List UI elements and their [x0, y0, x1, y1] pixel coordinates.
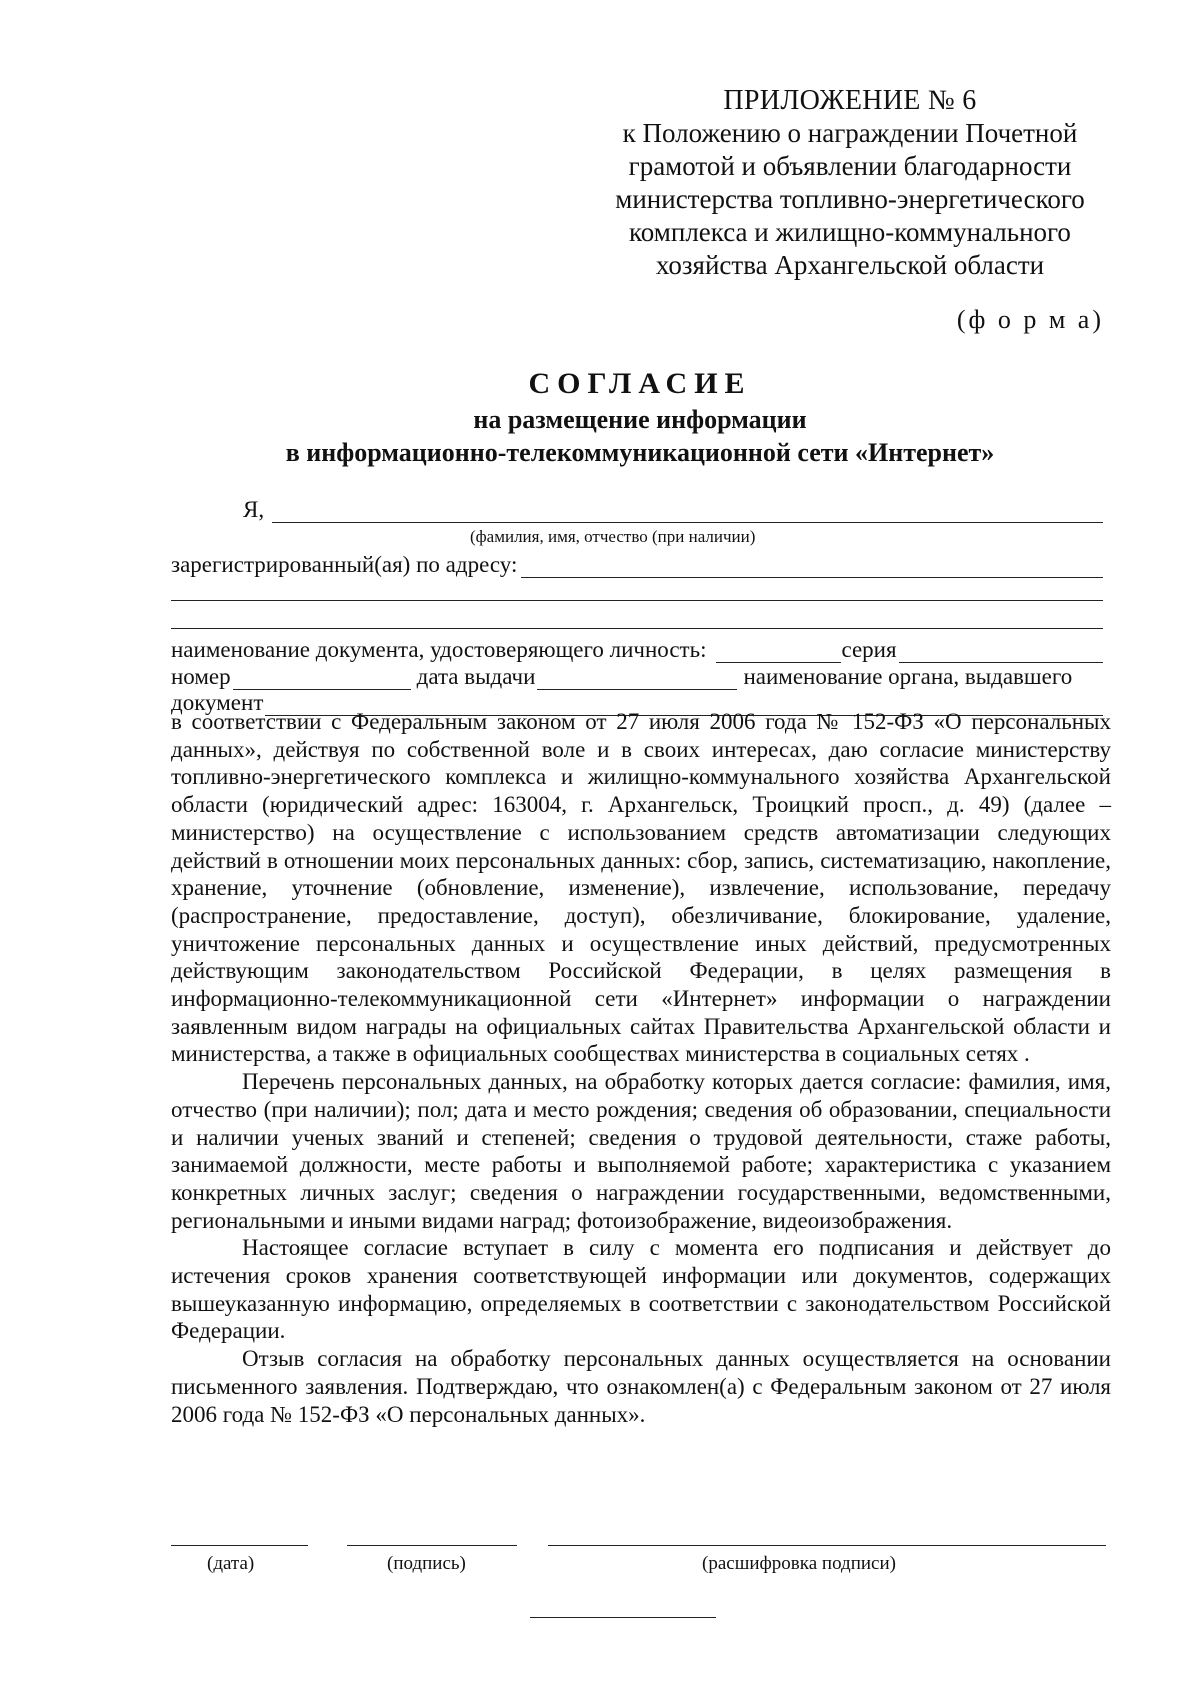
doc-name-field[interactable]: [716, 640, 841, 663]
consent-paragraph-2: Перечень персональных данных, на обработку которых дается согласие: фамилия, имя, отчество (при наличии); пол; дата и место рождения; сведения об образовании, специальности и наличии ученых званий и степеней; сведения о трудовой деятельности, стаже работы, занимаемой должности, месте работы и выполняемой работе; характеристика с указанием конкретных личных заслуг; сведения о награждении государственными, ведомственными, региональными и иными видами наград; фотоизображение, видеоизображения.: [171, 1069, 1111, 1233]
address-field-line-2[interactable]: [171, 600, 1103, 601]
document-title: [170, 365, 1110, 469]
consent-paragraph-4: Отзыв согласия на обработку персональных данных осуществляется на основании письменного заявления. Подтверждаю, что ознакомлен(а) с Федеральным законом от 27 июля 2006 года № 152-ФЗ «О персональных данных».: [171, 1346, 1111, 1427]
closing-divider: [530, 1617, 716, 1618]
appendix-block: [600, 84, 1100, 282]
address-label: зарегистрированный(ая) по адресу:: [171, 552, 518, 577]
issue-date-label: дата выдачи: [416, 664, 536, 689]
appendix-line: хозяйства Архангельской области: [655, 250, 1045, 280]
doc-name-row: [171, 637, 1103, 663]
form-note: (ф о р м а): [956, 305, 1104, 334]
address-field-line-3[interactable]: [171, 628, 1103, 629]
number-field[interactable]: [233, 667, 411, 690]
document-label: документ: [171, 690, 264, 715]
number-label: номер: [171, 664, 231, 689]
appendix-line: к Положению о награждении Почетной: [622, 118, 1078, 148]
signature-label: (подпись): [387, 1553, 466, 1574]
address-row: [171, 552, 1103, 578]
fio-hint: (фамилия, имя, отчество (при наличии): [470, 527, 756, 546]
appendix-header: ПРИЛОЖЕНИЕ № 6: [723, 85, 977, 116]
address-field[interactable]: [521, 555, 1103, 578]
consent-body: [171, 708, 1111, 1428]
consent-paragraph-3: Настоящее согласие вступает в силу с момента его подписания и действует до истечения сроков хранения соответствующей информации или документов, содержащих вышеуказанную информацию, определяемых в соответствии с законодательством Российской Федерации.: [171, 1235, 1111, 1344]
fio-row: [243, 497, 1103, 523]
signature-field[interactable]: [347, 1545, 517, 1546]
consent-paragraph-1: в соответствии с Федеральным законом от 27 июля 2006 года № 152-ФЗ «О персональных данных», действуя по собственной воле и в своих интересах, даю согласие министерству топливно-энергетического комплекса и жилищно-коммунального хозяйства Архангельской области (юридический адрес: 163004, г. Архангельск, Троицкий просп., д. 49) (далее – министерство) на осуществление с использованием средств автоматизации следующих действий в отношении моих персональных данных: сбор, запись, систематизацию, накопление, хранение, уточнение (обновление, изменение), извлечение, использование, передачу (распространение, предоставление, доступ), обезличивание, блокирование, удаление, уничтожение персональных данных и осуществление иных действий, предусмотренных действующим законодательством Российской Федерации, в целях размещения в информационно-телекоммуникационной сети «Интернет» информации о награждении заявленным видом награды на официальных сайтах Правительства Архангельской области и министерства, а также в официальных сообществах министерства в социальных сетях .: [171, 709, 1111, 1067]
appendix-line: министерства топливно-энергетического: [615, 184, 1085, 214]
fio-field[interactable]: [272, 500, 1103, 523]
appendix-line: грамотой и объявлении благодарности: [628, 151, 1072, 181]
series-field[interactable]: [899, 640, 1103, 663]
issuer-label: наименование органа, выдавшего: [743, 664, 1073, 689]
series-label: серия: [841, 637, 897, 662]
number-row: [171, 664, 1103, 690]
signature-decryption-label: (расшифровка подписи): [702, 1553, 896, 1574]
date-field[interactable]: [171, 1545, 308, 1546]
title-sub-2: в информационно-телекоммуникационной сети «Интернет»: [285, 438, 995, 467]
title-main: СОГЛАСИЕ: [528, 367, 752, 400]
date-label: (дата): [207, 1553, 255, 1574]
doc-name-label: наименование документа, удостоверяющего личность:: [171, 637, 707, 662]
title-sub-1: на размещение информации: [473, 405, 807, 434]
signature-decryption-field[interactable]: [548, 1545, 1106, 1546]
issue-date-field[interactable]: [537, 667, 737, 690]
fio-label: Я,: [243, 497, 265, 522]
appendix-line: комплекса и жилищно-коммунального: [629, 217, 1071, 247]
